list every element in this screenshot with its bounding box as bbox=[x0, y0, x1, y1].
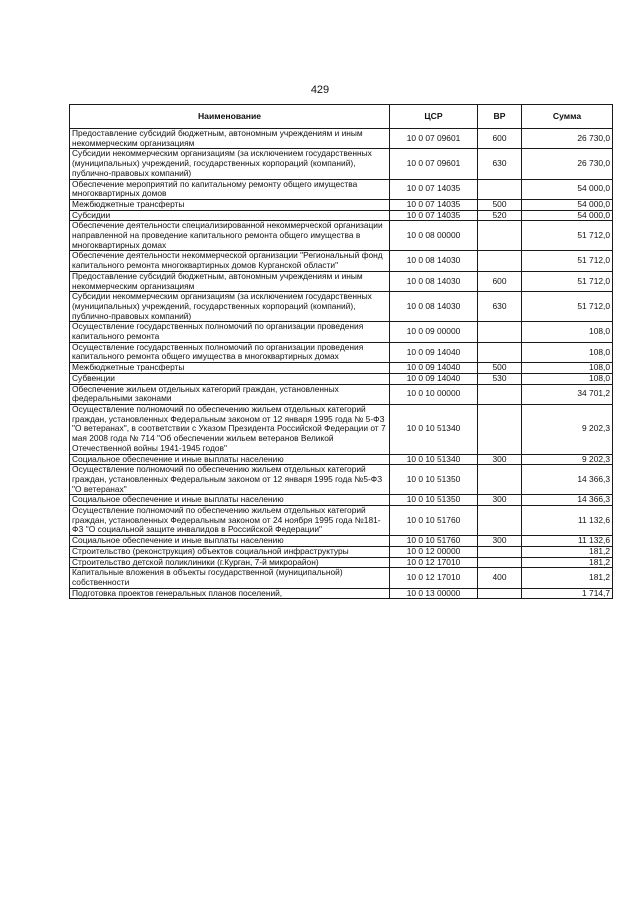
cell-csr: 10 0 10 51340 bbox=[390, 454, 478, 465]
cell-name: Осуществление государственных полномочий по организации проведения капитального ремонта общего имущества в многоквартирных домах bbox=[70, 342, 390, 362]
cell-vr bbox=[478, 221, 522, 251]
table-row bbox=[70, 221, 613, 251]
cell-name: Межбюджетные трансферты bbox=[70, 363, 390, 374]
table-row bbox=[70, 454, 613, 465]
cell-name: Субсидии некоммерческим организациям (за исключением государственных (муниципальных) учреждений, государственных корпораций (компаний), публично-правовых компаний) bbox=[70, 292, 390, 322]
cell-name: Осуществление полномочий по обеспечению жильем отдельных категорий граждан, установленных Федеральным законом от 24 ноября 1995 года №181-ФЗ "О социальной защите инвалидов в Российской Федерации" bbox=[70, 506, 390, 536]
cell-sum: 11 132,6 bbox=[522, 536, 613, 547]
cell-sum: 51 712,0 bbox=[522, 221, 613, 251]
table-row bbox=[70, 588, 613, 599]
table-row bbox=[70, 546, 613, 557]
cell-sum: 181,2 bbox=[522, 546, 613, 557]
cell-vr bbox=[478, 506, 522, 536]
cell-vr bbox=[478, 342, 522, 362]
cell-csr: 10 0 10 51340 bbox=[390, 404, 478, 454]
cell-csr: 10 0 12 17010 bbox=[390, 557, 478, 568]
cell-name: Предоставление субсидий бюджетным, автономным учреждениям и иным некоммерческим организациям bbox=[70, 129, 390, 149]
cell-sum: 181,2 bbox=[522, 568, 613, 588]
table-row bbox=[70, 271, 613, 291]
cell-csr: 10 0 10 51350 bbox=[390, 495, 478, 506]
cell-vr: 530 bbox=[478, 373, 522, 384]
cell-csr: 10 0 09 14040 bbox=[390, 363, 478, 374]
cell-vr bbox=[478, 322, 522, 342]
cell-sum: 9 202,3 bbox=[522, 454, 613, 465]
cell-sum: 54 000,0 bbox=[522, 199, 613, 210]
table-row bbox=[70, 129, 613, 149]
table-row bbox=[70, 179, 613, 199]
cell-sum: 181,2 bbox=[522, 557, 613, 568]
table-row bbox=[70, 292, 613, 322]
cell-sum: 108,0 bbox=[522, 373, 613, 384]
cell-csr: 10 0 08 14030 bbox=[390, 271, 478, 291]
cell-name: Субвенции bbox=[70, 373, 390, 384]
cell-sum: 108,0 bbox=[522, 342, 613, 362]
cell-vr bbox=[478, 251, 522, 271]
cell-sum: 11 132,6 bbox=[522, 506, 613, 536]
cell-csr: 10 0 08 14030 bbox=[390, 251, 478, 271]
cell-csr: 10 0 07 14035 bbox=[390, 179, 478, 199]
table-row bbox=[70, 568, 613, 588]
cell-vr: 500 bbox=[478, 199, 522, 210]
cell-vr: 300 bbox=[478, 495, 522, 506]
table-row bbox=[70, 557, 613, 568]
cell-sum: 108,0 bbox=[522, 322, 613, 342]
cell-vr: 300 bbox=[478, 536, 522, 547]
table-row bbox=[70, 251, 613, 271]
cell-csr: 10 0 10 51760 bbox=[390, 536, 478, 547]
header-csr: ЦСР bbox=[390, 105, 478, 129]
cell-name: Обеспечение мероприятий по капитальному ремонту общего имущества многоквартирных домов bbox=[70, 179, 390, 199]
cell-name: Субсидии некоммерческим организациям (за исключением государственных (муниципальных) учреждений, государственных корпораций (компаний), публично-правовых компаний) bbox=[70, 149, 390, 179]
budget-table bbox=[69, 104, 613, 599]
table-row bbox=[70, 373, 613, 384]
cell-sum: 9 202,3 bbox=[522, 404, 613, 454]
cell-csr: 10 0 13 00000 bbox=[390, 588, 478, 599]
cell-csr: 10 0 12 17010 bbox=[390, 568, 478, 588]
cell-vr: 630 bbox=[478, 292, 522, 322]
cell-vr bbox=[478, 588, 522, 599]
cell-name: Субсидии bbox=[70, 210, 390, 221]
cell-csr: 10 0 07 14035 bbox=[390, 199, 478, 210]
table-row bbox=[70, 495, 613, 506]
cell-csr: 10 0 07 14035 bbox=[390, 210, 478, 221]
cell-csr: 10 0 09 00000 bbox=[390, 322, 478, 342]
cell-name: Социальное обеспечение и иные выплаты населению bbox=[70, 454, 390, 465]
cell-vr: 600 bbox=[478, 129, 522, 149]
cell-name: Осуществление полномочий по обеспечению жильем отдельных категорий граждан, установленных Федеральным законом от 12 января 1995 года №5-ФЗ "О ветеранах" bbox=[70, 465, 390, 495]
cell-vr: 400 bbox=[478, 568, 522, 588]
cell-sum: 51 712,0 bbox=[522, 292, 613, 322]
header-name: Наименование bbox=[70, 105, 390, 129]
table-row bbox=[70, 404, 613, 454]
cell-sum: 51 712,0 bbox=[522, 251, 613, 271]
cell-name: Обеспечение жильем отдельных категорий граждан, установленных федеральными законами bbox=[70, 384, 390, 404]
cell-vr: 600 bbox=[478, 271, 522, 291]
cell-name: Осуществление государственных полномочий по организации проведения капитального ремонта bbox=[70, 322, 390, 342]
table-row bbox=[70, 465, 613, 495]
table-row bbox=[70, 342, 613, 362]
header-vr: ВР bbox=[478, 105, 522, 129]
table-row bbox=[70, 384, 613, 404]
table-row bbox=[70, 506, 613, 536]
table-row bbox=[70, 322, 613, 342]
cell-sum: 54 000,0 bbox=[522, 210, 613, 221]
table-row bbox=[70, 210, 613, 221]
cell-name: Подготовка проектов генеральных планов поселений, bbox=[70, 588, 390, 599]
cell-csr: 10 0 10 51350 bbox=[390, 465, 478, 495]
cell-csr: 10 0 08 00000 bbox=[390, 221, 478, 251]
cell-name: Строительство (реконструкция) объектов социальной инфраструктуры bbox=[70, 546, 390, 557]
header-sum: Сумма bbox=[522, 105, 613, 129]
cell-sum: 54 000,0 bbox=[522, 179, 613, 199]
cell-sum: 34 701,2 bbox=[522, 384, 613, 404]
cell-sum: 26 730,0 bbox=[522, 149, 613, 179]
cell-name: Социальное обеспечение и иные выплаты населению bbox=[70, 536, 390, 547]
cell-sum: 26 730,0 bbox=[522, 129, 613, 149]
table-row bbox=[70, 199, 613, 210]
cell-name: Обеспечение деятельности специализированной некоммерческой организации направленной на проведение капитального ремонта общего имущества в многоквартирных домах bbox=[70, 221, 390, 251]
cell-name: Социальное обеспечение и иные выплаты населению bbox=[70, 495, 390, 506]
cell-csr: 10 0 07 09601 bbox=[390, 129, 478, 149]
cell-sum: 14 366,3 bbox=[522, 465, 613, 495]
cell-csr: 10 0 07 09601 bbox=[390, 149, 478, 179]
cell-vr bbox=[478, 179, 522, 199]
table-row bbox=[70, 363, 613, 374]
cell-csr: 10 0 12 00000 bbox=[390, 546, 478, 557]
cell-name: Обеспечение деятельности некоммерческой организации "Региональный фонд капитального ремонта многоквартирных домов Курганской области" bbox=[70, 251, 390, 271]
cell-vr: 300 bbox=[478, 454, 522, 465]
cell-sum: 108,0 bbox=[522, 363, 613, 374]
cell-name: Осуществление полномочий по обеспечению жильем отдельных категорий граждан, установленных Федеральным законом от 12 января 1995 года № 5-ФЗ "О ветеранах", в соответствии с Указом Президента Российской Федерации от 7 мая 2008 года № 714 "Об обеспечении жильем ветеранов Великой Отечественной войны 1941-1945 годов" bbox=[70, 404, 390, 454]
cell-name: Межбюджетные трансферты bbox=[70, 199, 390, 210]
cell-csr: 10 0 10 00000 bbox=[390, 384, 478, 404]
cell-sum: 14 366,3 bbox=[522, 495, 613, 506]
cell-csr: 10 0 08 14030 bbox=[390, 292, 478, 322]
cell-name: Капитальные вложения в объекты государственной (муниципальной) собственности bbox=[70, 568, 390, 588]
table-body bbox=[70, 129, 613, 599]
cell-csr: 10 0 09 14040 bbox=[390, 342, 478, 362]
cell-sum: 1 714,7 bbox=[522, 588, 613, 599]
table-header-row bbox=[70, 105, 613, 129]
cell-vr bbox=[478, 465, 522, 495]
cell-vr bbox=[478, 546, 522, 557]
cell-csr: 10 0 09 14040 bbox=[390, 373, 478, 384]
table-row bbox=[70, 149, 613, 179]
cell-vr: 630 bbox=[478, 149, 522, 179]
cell-vr bbox=[478, 557, 522, 568]
cell-name: Строительство детской поликлиники (г.Курган, 7-й микрорайон) bbox=[70, 557, 390, 568]
table-row bbox=[70, 536, 613, 547]
cell-vr: 500 bbox=[478, 363, 522, 374]
cell-vr bbox=[478, 384, 522, 404]
cell-csr: 10 0 10 51760 bbox=[390, 506, 478, 536]
cell-vr: 520 bbox=[478, 210, 522, 221]
cell-vr bbox=[478, 404, 522, 454]
cell-name: Предоставление субсидий бюджетным, автономным учреждениям и иным некоммерческим организациям bbox=[70, 271, 390, 291]
page-number: 429 bbox=[310, 84, 330, 96]
cell-sum: 51 712,0 bbox=[522, 271, 613, 291]
